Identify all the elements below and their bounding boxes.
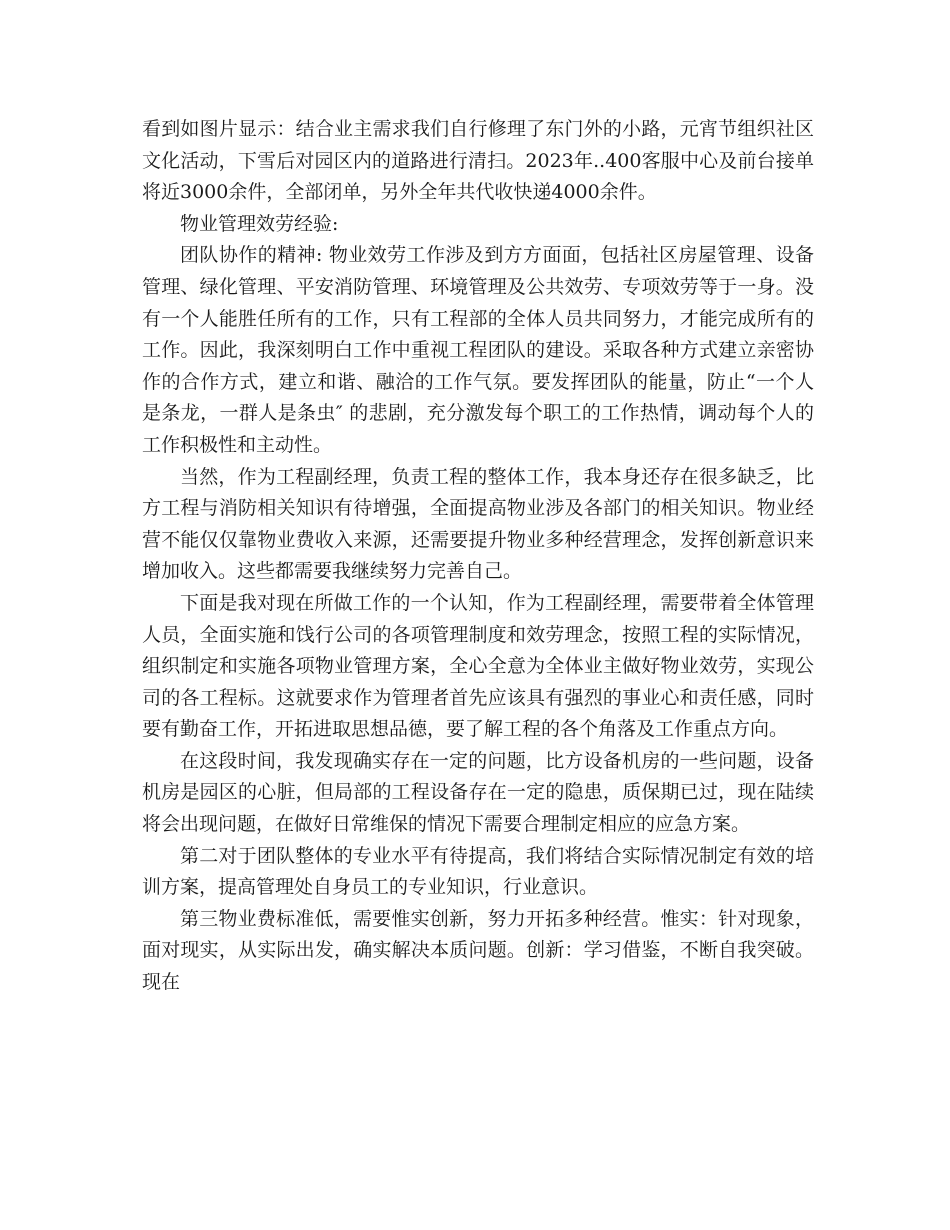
paragraph-service-summary: 看到如图片显示：结合业主需求我们自行修理了东门外的小路，元宵节组织社区文化活动，下雪后对园区内的道路进行清扫。2023年..400客服中心及前台接单将近3000余件，全部闭单，另外全年共代收快递4000余件。 <box>142 118 814 204</box>
document-body <box>142 114 814 999</box>
paragraph-teamwork: 团队协作的精神: 物业效劳工作涉及到方方面面，包括社区房屋管理、设备管理、绿化管理、平安消防管理、环境管理及公共效劳、专项效劳等于一身。没有一个人能胜任所有的工作，只有工程部的全体人员共同努力，才能完成所有的工作。因此，我深刻明白工作中重视工程团队的建设。采取各种方式建立亲密协作的合作方式，建立和谐、融洽的工作气氛。要发挥团队的能量，防止“一个人是条龙，一群人是条虫″ 的悲剧，充分激发每个职工的工作热情，调动每个人的工作积极性和主动性。 <box>142 244 814 456</box>
paragraph-self-assessment: 当然，作为工程副经理，负责工程的整体工作，我本身还存在很多缺乏，比方工程与消防相关知识有待增强，全面提高物业涉及各部门的相关知识。物业经营不能仅仅靠物业费收入来源，还需要提升物业多种经营理念，发挥创新意识来增加收入。这些都需要我继续努力完善自己。 <box>142 465 814 583</box>
paragraph-equipment-issues: 在这段时间，我发现确实存在一定的问题，比方设备机房的一些问题，设备机房是园区的心脏，但局部的工程设备存在一定的隐患，质保期已过，现在陆续将会出现问题，在做好日常维保的情况下需要合理制定相应的应急方案。 <box>142 749 814 836</box>
paragraph-training-plan: 第二对于团队整体的专业水平有待提高，我们将结合实际情况制定有效的培训方案，提高管理处自身员工的专业知识，行业意识。 <box>142 844 814 899</box>
paragraph-experience-heading: 物业管理效劳经验: <box>180 212 339 235</box>
paragraph-fee-innovation: 第三物业费标准低，需要惟实创新，努力开拓多种经营。惟实：针对现象，面对现实，从实际出发，确实解决本质问题。创新：学习借鉴，不断自我突破。现在 <box>142 907 814 994</box>
paragraph-role-understanding: 下面是我对现在所做工作的一个认知，作为工程副经理，需要带着全体管理人员，全面实施和饯行公司的各项管理制度和效劳理念，按照工程的实际情况，组织制定和实施各项物业管理方案，全心全意为全体业主做好物业效劳，实现公司的各工程标。这就要求作为管理者首先应该具有强烈的事业心和责任感，同时要有勤奋工作，开拓进取思想品德，要了解工程的各个角落及工作重点方向。 <box>142 591 814 741</box>
